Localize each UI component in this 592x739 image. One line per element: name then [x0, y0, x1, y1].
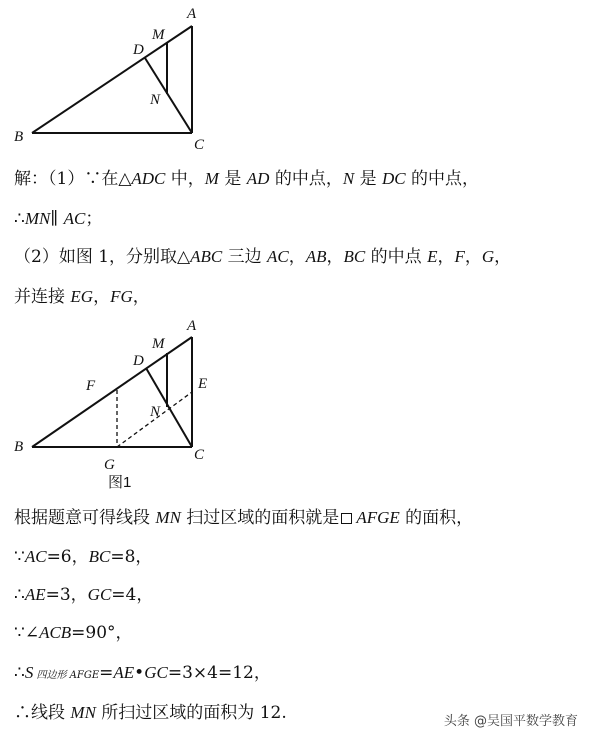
- label-f: F: [86, 378, 96, 394]
- triangle-diagram-top: [0, 0, 260, 160]
- math-symbol: ADC: [131, 169, 166, 188]
- text-segment: 并连接: [14, 287, 71, 307]
- text-segment: 三边: [222, 247, 268, 267]
- solution-line-1: [14, 168, 479, 190]
- label-d: D: [133, 42, 144, 58]
- solution-line-8: [14, 622, 133, 644]
- solution-line-3: [14, 246, 511, 268]
- text-segment: ，: [93, 287, 111, 307]
- label-a: A: [187, 6, 197, 22]
- text-segment: ，: [437, 247, 455, 267]
- solution-line-4: [14, 286, 150, 308]
- text-segment: =6，: [46, 547, 89, 567]
- text-segment: 的中点: [365, 247, 428, 267]
- figure-caption: 图1: [108, 474, 132, 491]
- text-segment: ；: [85, 209, 103, 229]
- parallelogram-symbol-icon: [341, 513, 352, 524]
- solution-line-5: [14, 507, 473, 529]
- label-e: E: [198, 376, 208, 392]
- math-symbol: MN: [155, 508, 181, 527]
- label-b: B: [14, 439, 24, 455]
- solution-line-6: [14, 546, 152, 568]
- math-symbol: GC: [87, 585, 112, 604]
- math-symbol: N: [342, 169, 355, 188]
- text-segment: ∵∠: [14, 623, 40, 643]
- text-segment: 扫过区域的面积就是: [180, 508, 340, 528]
- figure-middle: [0, 310, 260, 495]
- text-segment: =: [99, 663, 114, 683]
- math-symbol: BC: [88, 547, 111, 566]
- text-segment: 的中点，: [269, 169, 343, 189]
- math-symbol: M: [204, 169, 219, 188]
- math-symbol: GC: [144, 663, 168, 682]
- text-segment: =3，: [45, 585, 88, 605]
- label-c: C: [194, 137, 205, 153]
- text-segment: ∴: [14, 209, 25, 229]
- figure-top: [0, 0, 260, 160]
- math-symbol: MN: [24, 209, 51, 228]
- label-m: M: [152, 27, 165, 43]
- label-m: M: [152, 336, 165, 352]
- text-segment: •: [134, 663, 145, 683]
- math-symbol: AE: [24, 585, 46, 604]
- math-symbol: AB: [305, 247, 327, 266]
- label-d: D: [133, 353, 144, 369]
- math-symbol: BC: [343, 247, 366, 266]
- label-n: N: [150, 92, 161, 108]
- math-symbol: AC: [267, 247, 289, 266]
- triangle-diagram-figure1: [0, 310, 260, 495]
- text-segment: 中，: [165, 169, 205, 189]
- text-segment: 是: [218, 169, 247, 189]
- text-segment: ∴: [14, 585, 25, 605]
- text-segment: ∥: [50, 209, 64, 229]
- math-symbol: E: [427, 247, 438, 266]
- text-segment: ，: [132, 287, 150, 307]
- text-segment: （2）如图 1，分别取△: [14, 247, 191, 267]
- math-symbol: G: [481, 247, 495, 266]
- label-n: N: [150, 404, 161, 420]
- solution-line-2: [14, 208, 102, 230]
- text-segment: =8，: [110, 547, 153, 567]
- math-symbol: MN: [70, 703, 96, 722]
- text-segment: ，: [464, 247, 482, 267]
- math-symbol: ABC: [190, 247, 223, 266]
- text-segment: =3×4=12，: [167, 663, 271, 683]
- text-segment: ∴: [14, 663, 25, 683]
- math-symbol: AC: [24, 547, 47, 566]
- math-symbol: AFGE: [356, 508, 400, 527]
- text-segment: 所扫过区域的面积为 12.: [95, 703, 287, 723]
- text-segment: 的面积，: [399, 508, 474, 528]
- solution-line-7: [14, 584, 153, 606]
- watermark: 头条 @吴国平数学教育: [438, 708, 584, 731]
- math-symbol: ACB: [39, 623, 72, 642]
- label-a: A: [187, 318, 197, 334]
- math-symbol: F: [454, 247, 465, 266]
- math-symbol: DC: [382, 169, 406, 188]
- math-symbol: FG: [110, 287, 133, 306]
- label-b: B: [14, 129, 24, 145]
- text-segment: 四边形 AFGE: [33, 670, 100, 681]
- math-symbol: AE: [113, 663, 135, 682]
- text-segment: ，: [494, 247, 512, 267]
- math-symbol: S: [24, 663, 34, 682]
- text-segment: =4，: [111, 585, 154, 605]
- solution-line-10: [14, 702, 287, 724]
- label-c: C: [194, 447, 205, 463]
- text-segment: ，: [288, 247, 306, 267]
- text-segment: ∵: [14, 547, 25, 567]
- text-segment: ∴线段: [14, 703, 71, 723]
- solution-line-9: [14, 662, 271, 687]
- math-symbol: AC: [63, 209, 86, 228]
- math-symbol: AD: [246, 169, 270, 188]
- text-segment: ，: [326, 247, 344, 267]
- text-segment: =90°，: [71, 623, 133, 643]
- math-symbol: EG: [70, 287, 94, 306]
- text-segment: 根据题意可得线段: [14, 508, 156, 528]
- text-segment: 的中点，: [405, 169, 480, 189]
- text-segment: 是: [354, 169, 383, 189]
- label-g: G: [104, 457, 115, 473]
- text-segment: 解：（1）∵在△: [14, 169, 132, 189]
